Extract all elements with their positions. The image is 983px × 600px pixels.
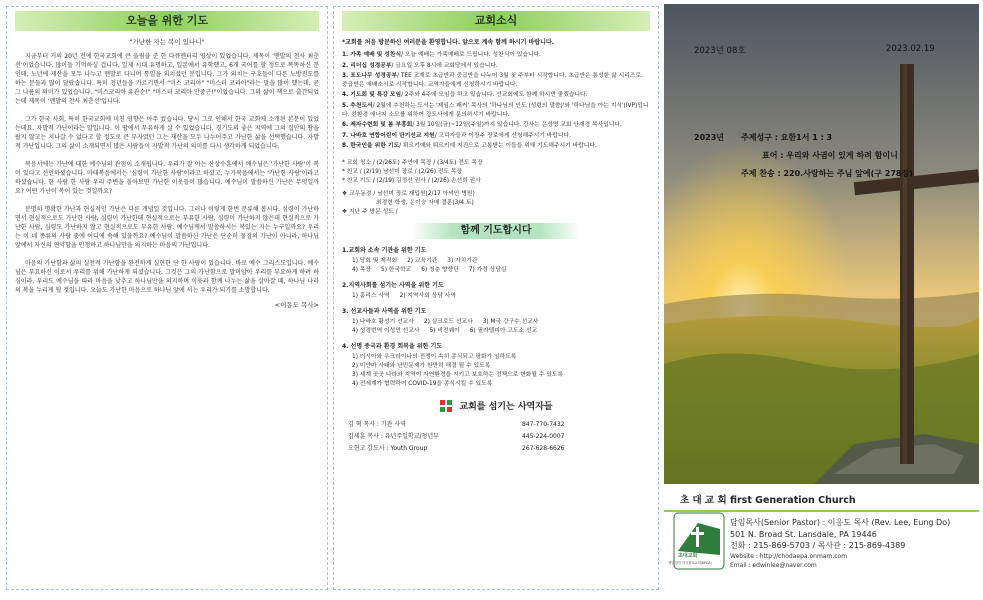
issue-date: 2023.02.19 bbox=[886, 44, 935, 54]
pastor-line: 담임목사(Senior Pastor) : 이응도 목사 (Rev. Lee, Eung Do) bbox=[730, 518, 951, 527]
minister-row bbox=[348, 431, 650, 443]
member-news-line: ❖ 교우동정 / 남선미 장로 재입원(2/17 아씨안 병원) bbox=[342, 190, 475, 197]
member-news-line: ❖ 지난 주 방문 성도 / bbox=[342, 208, 398, 215]
prayer-items bbox=[352, 257, 650, 275]
cover-photo bbox=[664, 4, 979, 484]
news-item bbox=[342, 142, 650, 151]
logo-subtext: 제일 한인 미국장로교회(KPCA) bbox=[668, 561, 712, 565]
logo-name: 초대교회 bbox=[678, 553, 698, 559]
news-item-text: / 오늘 예배는 가족예배로 드립니다. 성찬식이 있습니다. bbox=[401, 52, 541, 58]
service-line: * 친교 기도 / (2/19) 김정선 권사 / (2/26) 손선희 권사 bbox=[342, 177, 481, 184]
prayer-item: 2) 지역사회 상담 사역 bbox=[399, 292, 456, 299]
church-name: 초 대 교 회 first Generation Church bbox=[680, 495, 856, 506]
service-line: * 교회 청소 / (2/26토) 주연에 목장 / (3/4토) 전도 목장 bbox=[342, 159, 483, 166]
theme-motto: 표어 : 우리와 사귐이 있게 하려 함이니 bbox=[762, 151, 898, 160]
theme-verse: 주제성구 : 요한1서 1 : 3 bbox=[741, 133, 833, 142]
minister-row bbox=[348, 443, 650, 455]
news-item bbox=[342, 72, 650, 89]
sermon-paragraph: 복음서에는 가난에 대한 예수님의 관점이 소개됩니다. 우리가 잘 아는 산상수훈에서 예수님은 '가난한 사람'이 복이 있다고 선언하셨습니다. 마태복음에서는 '심령이 가난한 사람'이라고 하셨고, 누가복음에서는 '가난한 사람'이라고 하셨습니다. 한 사람 한 사람 우리 주변을 돌아보면 가난한 이웃들이 많습니다. 예수님이 말씀하신 가난은 무엇일까요? 어떤 가난이 복이 있는 것일까요? bbox=[15, 161, 319, 195]
minister-name: 김 혁 목사 : 기관 사역 bbox=[348, 420, 406, 428]
cross-landscape-image bbox=[664, 4, 979, 484]
prayer-item: 1) 나바호 황성기 선교사 bbox=[352, 318, 414, 325]
member-news-line: 최경현 학생, 은이승 자매 결혼(3/4 토) bbox=[376, 199, 474, 206]
prayer-item: 7) 가정 상담실 bbox=[468, 266, 507, 273]
issue-number: 2023년 08호 bbox=[694, 46, 746, 56]
ministers-title bbox=[342, 399, 650, 413]
sermon-paragraph: 그가 한국 사회, 특히 한국교회에 미친 영향은 아주 컸습니다. 당시 그로 인해서 한국 교회에 소개된 본문이 있었는데요. 자발적 가난이라는 말입니다. 이 땅에서 부유하게 살 수 있었습니다. 경기도의 좋은 지역에 그의 집안의 땅을 팔지 않고는 지나갈 수 없다고 할 정도로 큰 부자였던 그는 재산을 모두 나누어주고 가난한 삶을 선택했습니다. 자발적 가난입니다. 그의 삶이 소개되면서 많은 사람들이 자발적 가난의 의미를 다시 생각하게 되었습니다. bbox=[15, 116, 319, 150]
news-item-title: 5. 추천도서 bbox=[342, 102, 373, 109]
sermon-column bbox=[6, 6, 328, 590]
prayer-items bbox=[352, 292, 650, 301]
sermon-author: <이동도 목사> bbox=[274, 301, 319, 309]
sermon-paragraph: 지금부터 거의 20년 전에 한국교회에 큰 울림을 준 한 다큐멘터리 영상이 있었습니다. 제목이 '맨발의 천사 최춘선'이었습니다. 많이들 기억하실 겁니다. 일제 시대 유명하고, 일본에서 유학했고, 6개 국어를 할 정도로 똑똑하신 분인데, 노년에 재산을 모두 나누고 맨발로 다니며 통일을 외치셨던 분입니다. 그가 외치는 구호들이 다른 노방전도를 하는 분들과 많이 달랐습니다. 특히 청년들을 가르키면서 "미스 코리아" "미스터 코리아"라는 말을 많이 했는데, 곧 그 나름의 의미가 있었습니다. "미스코리아 유관순!" "미스터 코리아 안중근!"이었습니다. 그의 삶이 책으로 출간되었는데 제목이 '맨발의 천사 최춘선'입니다. bbox=[15, 53, 319, 105]
news-item-title: 6. 제자수련회 및 봄 부흥회 bbox=[342, 122, 413, 129]
news-column bbox=[333, 6, 659, 590]
prayer-item: 2) 교육기관 bbox=[407, 257, 438, 264]
minister-phone: 847-770-7432 bbox=[522, 420, 565, 428]
address-line: 501 N. Broad St. Lansdale, PA 19446 bbox=[730, 529, 877, 539]
prayer-item: 4) 성경번역 이성민 선교사 bbox=[352, 327, 420, 334]
theme-hymn: 주제 찬송 : 220.사랑하는 주님 앞에(구 278장) bbox=[741, 169, 913, 178]
prayer-category: 3. 선교사들과 사역을 위한 기도 bbox=[342, 307, 427, 315]
minister-name: 오현고 강도사 : Youth Group bbox=[348, 444, 428, 452]
sermon-header: 오늘을 위한 기도 bbox=[15, 11, 319, 31]
prayer-items bbox=[352, 353, 650, 389]
welcome-text: *교회를 처음 방문하신 여러분을 환영합니다. 앞으로 계속 함께 하시기 바랍니다. bbox=[342, 39, 554, 46]
news-item-title: 7. 나바호 연합어린이 단기선교 지원 bbox=[342, 132, 435, 139]
prayer-item: 6) 청춘 향향단 bbox=[421, 266, 459, 273]
prayer-header: 함께 기도합시다 bbox=[411, 223, 581, 239]
sermon-paragraph: 분명히 명확한 가난과 현실적인 가난은 다른 개념일 것입니다. 그러나 이렇게 한번 분류해 봅시다. 심령이 가난하면서 현실적으로도 가난한 사람, 심령이 가난한데 현실적으로는 부유한 사람, 심령이 가난하지 않은데 현실적으로 가난한 사람, 심령도 가난하지 않고 현실적으로도 부유한 사람. 예수님께서 말씀하시는 복있는 자는 누구일까요? 우리는 이 네 종류의 사람 중에 어디에 속해 있을까요? 예수님이 말씀하신 가난은 단순히 물질의 가난이 아니라, 하나님 앞에서 자신의 연약함을 인정하고 하나님만을 의지하는 마음의 가난입니다. bbox=[15, 206, 319, 249]
prayer-item: 4) 전세계가 협력하여 COVID-19을 종식시킬 수 있도록 bbox=[352, 380, 493, 387]
news-item bbox=[342, 62, 650, 71]
ministers-header: 교회를 섬기는 사역자들 bbox=[459, 402, 553, 413]
prayer-items bbox=[352, 318, 650, 336]
prayer-item: 5) 한국학교 bbox=[381, 266, 412, 273]
cover-column bbox=[664, 4, 979, 594]
minister-phone: 267-628-6626 bbox=[522, 444, 565, 452]
news-item bbox=[342, 102, 650, 119]
minister-phone: 445-224-0007 bbox=[522, 432, 565, 440]
news-item bbox=[342, 91, 650, 100]
minister-row bbox=[348, 419, 650, 431]
church-contact bbox=[730, 517, 975, 570]
prayer-item: 1) 당회 및 제직회 bbox=[352, 257, 398, 264]
prayer-item: 3) 자치기관 bbox=[447, 257, 478, 264]
sermon-paragraph: 마음의 가난함과 삶의 실천적 가난함을 완전하게 실현한 단 한 사람이 있습니다. 바로 예수 그리스도입니다. 예수님은 부요하신 이로서 우리를 위해 가난하게 되셨습니다. 그것은 그의 가난함으로 말미암아 우리를 부요하게 하려 하심이라. 우리도 예수님을 따라 마음을 낮추고 하나님만을 의지하며 이웃과 함께 나누는 삶을 살아갈 때, 하나님 나라의 복을 누리게 될 것입니다. 오늘도 가난한 마음으로 하나님 앞에 서는 우리가 되기를 소망합니다. bbox=[15, 260, 319, 294]
news-item-text: / 2주와 4주에 모임을 하고 있습니다. 선교회에도 함께 하시면 좋겠습니다. bbox=[401, 92, 588, 99]
squares-icon bbox=[439, 399, 453, 413]
news-item-text: / 3월 10일(금)~12일(주일)까지 있습니다. 강사는 은성명 교회 안재경 목사입니다. bbox=[412, 122, 622, 129]
news-item-text: / 금요일 오후 8시에 교회당에서 있습니다. bbox=[391, 62, 498, 69]
website-link[interactable]: Website : http://chodaepa.onmam.com bbox=[730, 552, 848, 560]
email-link[interactable]: Email : edwinlee@naver.com bbox=[730, 561, 817, 569]
news-item-title: 8. 한국인을 위한 기도 bbox=[342, 143, 400, 150]
prayer-item: 5) 비전퀘이 bbox=[429, 327, 460, 334]
prayer-category: 4. 선명 중국과 환경 회복을 위한 기도 bbox=[342, 342, 443, 350]
minister-name: 김세훈 목사 : 유년주일학교/청년부 bbox=[348, 432, 439, 440]
news-item bbox=[342, 121, 650, 130]
news-item-title: 4. 기도회 및 특강 모임 bbox=[342, 92, 402, 99]
service-line: * 친교 / (2/19) 남선미 장로 / (2/26) 전도 목장 bbox=[342, 168, 463, 175]
prayer-category: 2.지역사회를 섬기는 사역을 위한 기도 bbox=[342, 281, 444, 289]
news-item-text: / 튀르키예와 튀르키예 지진으로 고통받는 이들을 위해 기도해주시기 바랍니다. bbox=[399, 143, 597, 150]
prayer-item: 1) 홈리스 사역 bbox=[352, 292, 390, 299]
prayer-item: 4) 목장 bbox=[352, 266, 371, 273]
prayer-item: 6) 필라델피아 고도소 선교 bbox=[469, 327, 538, 334]
news-item bbox=[342, 51, 650, 60]
news-item-title: 1. 가족 예배 및 성찬식 bbox=[342, 52, 402, 58]
prayer-item: 2) 실크로드 선교사 bbox=[423, 318, 473, 325]
prayer-category: 1.교회와 소속 기관을 위한 기도 bbox=[342, 246, 427, 254]
sermon-title: "가난한 자는 복이 있나니" bbox=[129, 38, 205, 46]
news-item bbox=[342, 132, 650, 141]
prayer-item: 3) M국 강구수 선교사 bbox=[482, 318, 539, 325]
prayer-item: 1) 러시아와 우크라이나의 전쟁이 속히 종식되고 평화가 임하도록 bbox=[352, 353, 517, 360]
news-item-title: 2. 리더십 성경공부 bbox=[342, 62, 392, 69]
theme-year: 2023년 bbox=[694, 133, 724, 142]
phone-line: 전화 : 215-869-5703 / 목사관 : 215-869-4389 bbox=[730, 541, 906, 550]
news-item-text: / 고덕자들과 이장주 장로에게 신청해주시기 바랍니다. bbox=[434, 132, 571, 139]
news-item-text: / TEE 교재로 초급반과 중급반을 나누어 3월 첫 주부터 시작합니다. 초급반은 통성한 삶 시리즈로, 중급반은 예배소서로 시작합니다. 교역자들에게 신청하시기 바랍니다. bbox=[342, 73, 643, 88]
news-item-title: 3. 포도나무 성경공부 bbox=[342, 73, 398, 80]
prayer-item: 2) 미얀마 사태와 난민문제가 원만히 해결 될 수 있도록 bbox=[352, 362, 491, 369]
news-header: 교회소식 bbox=[342, 11, 650, 31]
prayer-item: 3) 세계 곳곳 나라와 지역이 자연환경을 지키고 보호하는 정책으로 변화될 수 있도록 bbox=[352, 371, 564, 378]
news-item-text: / 2월에 추천하는 도서는 '제임스 패커' 목사의 '하나님의 인도 (성령의 말씀)'와 '하나님을 아는 지식'(IVP)입니다. 친환경 에너지 소모를 위하여 강도사에게 문의하시기 바랍니다. bbox=[342, 102, 649, 118]
